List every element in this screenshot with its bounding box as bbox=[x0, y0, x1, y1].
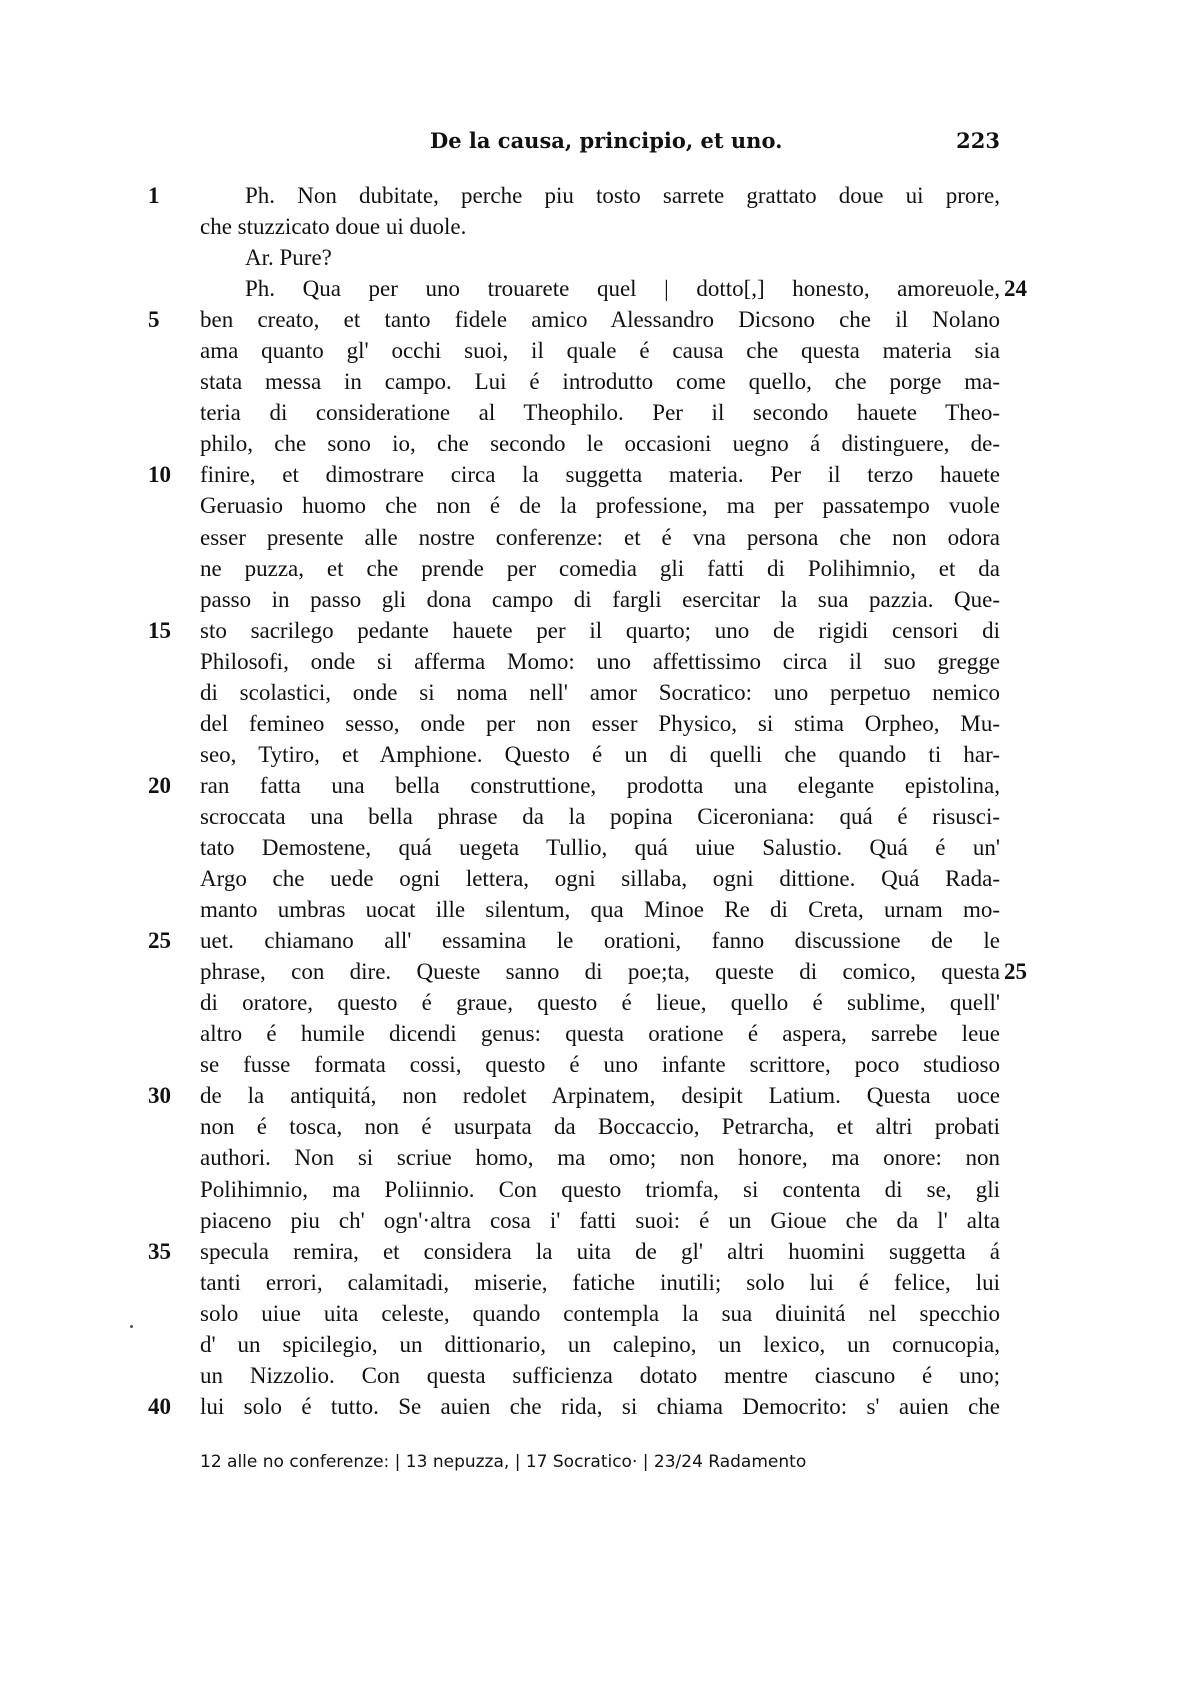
text-line bbox=[0, 366, 1189, 397]
line-text: di scolastici, onde si noma nell' amor Socratico: uno perpetuo nemico bbox=[200, 679, 1000, 705]
line-text: solo uiue uita celeste, quando contempla la sua diuinitá nel specchio bbox=[200, 1300, 1000, 1326]
line-text: di oratore, questo é graue, questo é lieue, quello é sublime, quell' bbox=[200, 990, 1000, 1016]
line-text: ne puzza, et che prende per comedia gli fatti di Polihimnio, et da bbox=[200, 555, 1000, 581]
line-text: d' un spicilegio, un dittionario, un calepino, un lexico, un cornucopia, bbox=[200, 1331, 1000, 1357]
text-line bbox=[0, 1205, 1189, 1236]
text-line bbox=[0, 304, 1189, 335]
text-line bbox=[0, 459, 1189, 490]
line-text: passo in passo gli dona campo di fargli esercitar la sua pazzia. Que- bbox=[200, 586, 1000, 612]
text-line bbox=[0, 832, 1189, 863]
line-number: 25 bbox=[148, 928, 171, 954]
text-line bbox=[0, 180, 1189, 211]
text-line bbox=[0, 211, 1189, 242]
line-text: tato Demostene, quá uegeta Tullio, quá uiue Salustio. Quá é un' bbox=[200, 834, 1000, 860]
critical-apparatus: 12 alle no conferenze: | 13 nepuzza, | 17 Socratico· | 23/24 Radamento bbox=[200, 1452, 807, 1472]
line-text: ama quanto gl' occhi suoi, il quale é causa che questa materia sia bbox=[200, 338, 1000, 364]
line-text: un Nizzolio. Con questa sufficienza dotato mentre ciascuno é uno; bbox=[200, 1362, 1000, 1388]
line-text: Ar. Pure? bbox=[245, 245, 332, 271]
line-text: scroccata una bella phrase da la popina Ciceroniana: quá é risusci- bbox=[200, 803, 1000, 829]
text-line bbox=[0, 1298, 1189, 1329]
text-line bbox=[0, 956, 1189, 987]
text-line bbox=[0, 615, 1189, 646]
line-text: altro é humile dicendi genus: questa oratione é aspera, sarrebe leue bbox=[200, 1021, 1000, 1047]
text-line bbox=[0, 1018, 1189, 1049]
running-title: De la causa, principio, et uno. bbox=[430, 128, 783, 153]
line-text: piaceno piu ch' ogn'·altra cosa i' fatti suoi: é un Gioue che da l' alta bbox=[200, 1207, 1000, 1233]
line-text: manto umbras uocat ille silentum, qua Minoe Re di Creta, urnam mo- bbox=[200, 897, 1000, 923]
text-line bbox=[0, 646, 1189, 677]
running-head bbox=[200, 128, 1000, 158]
line-text: del femineo sesso, onde per non esser Physico, si stima Orpheo, Mu- bbox=[200, 710, 1000, 736]
text-line bbox=[0, 553, 1189, 584]
text-line bbox=[0, 335, 1189, 366]
line-text: Argo che uede ogni lettera, ogni sillaba, ogni dittione. Quá Rada- bbox=[200, 866, 1000, 892]
line-text: stata messa in campo. Lui é introdutto come quello, che porge ma- bbox=[200, 369, 1000, 395]
text-line bbox=[0, 894, 1189, 925]
line-text: tanti errori, calamitadi, miserie, fatiche inutili; solo lui é felice, lui bbox=[200, 1269, 1000, 1295]
text-line bbox=[0, 1080, 1189, 1111]
line-text: authori. Non si scriue homo, ma omo; non honore, ma onore: non bbox=[200, 1145, 1000, 1171]
line-number: 15 bbox=[148, 617, 171, 643]
line-text: seo, Tytiro, et Amphione. Questo é un di quelli che quando ti har- bbox=[200, 741, 1000, 767]
line-number: 20 bbox=[148, 772, 171, 798]
line-text: Ph. Non dubitate, perche piu tosto sarrete grattato doue ui prore, bbox=[245, 183, 1000, 208]
line-text: philo, che sono io, che secondo le occasioni uegno á distinguere, de- bbox=[200, 431, 1000, 457]
main-text bbox=[0, 180, 1189, 1422]
line-text: Geruasio huomo che non é de la professione, ma per passatempo vuole bbox=[200, 493, 1000, 519]
line-text: esser presente alle nostre conferenze: et é vna persona che non odora bbox=[200, 524, 1000, 550]
text-line bbox=[0, 1391, 1189, 1422]
line-text: lui solo é tutto. Se auien che rida, si chiama Democrito: s' auien che bbox=[200, 1393, 1000, 1419]
line-text: specula remira, et considera la uita de gl' altri huomini suggetta á bbox=[200, 1238, 1000, 1264]
text-line bbox=[0, 1236, 1189, 1267]
line-text: ran fatta una bella construttione, prodotta una elegante epistolina, bbox=[200, 772, 1000, 798]
text-line bbox=[0, 677, 1189, 708]
text-line bbox=[0, 1174, 1189, 1205]
line-text: teria di consideratione al Theophilo. Per il secondo hauete Theo- bbox=[200, 400, 1000, 426]
line-number: 5 bbox=[148, 307, 160, 333]
text-line bbox=[0, 708, 1189, 739]
line-number: 40 bbox=[148, 1393, 171, 1419]
text-line bbox=[0, 584, 1189, 615]
line-text: non é tosca, non é usurpata da Boccaccio, Petrarcha, et altri probati bbox=[200, 1114, 1000, 1140]
text-line bbox=[0, 1360, 1189, 1391]
line-text: phrase, con dire. Queste sanno di poe;ta, queste di comico, questa bbox=[200, 959, 1000, 985]
line-text: che stuzzicato doue ui duole. bbox=[200, 214, 467, 240]
text-line bbox=[0, 1142, 1189, 1173]
line-number: 35 bbox=[148, 1238, 171, 1264]
text-line bbox=[0, 770, 1189, 801]
line-text: sto sacrilego pedante hauete per il quarto; uno de rigidi censori di bbox=[200, 617, 1000, 643]
text-line bbox=[0, 801, 1189, 832]
line-text: uet. chiamano all' essamina le orationi, fanno discussione de le bbox=[200, 928, 1000, 954]
line-text: se fusse formata cossi, questo é uno infante scrittore, poco studioso bbox=[200, 1052, 1000, 1078]
stray-ink-mark bbox=[130, 1325, 133, 1328]
text-line bbox=[0, 1329, 1189, 1360]
text-line bbox=[0, 273, 1189, 304]
text-line bbox=[0, 739, 1189, 770]
text-line bbox=[0, 987, 1189, 1018]
line-text: ben creato, et tanto fidele amico Alessandro Dicsono che il Nolano bbox=[200, 307, 1000, 333]
text-line bbox=[0, 1267, 1189, 1298]
line-text: Ph. Qua per uno trouarete quel | dotto[,] honesto, amoreuole, bbox=[245, 276, 1000, 302]
page-number: 223 bbox=[956, 128, 1000, 153]
text-line bbox=[0, 428, 1189, 459]
line-number: 10 bbox=[148, 462, 171, 488]
line-text: Philosofi, onde si afferma Momo: uno affettissimo circa il suo gregge bbox=[200, 648, 1000, 674]
text-line bbox=[0, 1111, 1189, 1142]
margin-reference: 25 bbox=[1004, 959, 1027, 985]
text-line bbox=[0, 522, 1189, 553]
text-line bbox=[0, 863, 1189, 894]
text-line bbox=[0, 397, 1189, 428]
line-number: 30 bbox=[148, 1083, 171, 1109]
text-line bbox=[0, 490, 1189, 521]
text-line bbox=[0, 242, 1189, 273]
text-line bbox=[0, 925, 1189, 956]
line-text: de la antiquitá, non redolet Arpinatem, desipit Latium. Questa uoce bbox=[200, 1083, 1000, 1109]
margin-reference: 24 bbox=[1004, 276, 1027, 302]
text-line bbox=[0, 1049, 1189, 1080]
line-text: Polihimnio, ma Poliinnio. Con questo triomfa, si contenta di se, gli bbox=[200, 1176, 1000, 1202]
line-text: finire, et dimostrare circa la suggetta materia. Per il terzo hauete bbox=[200, 462, 1000, 488]
line-number: 1 bbox=[148, 183, 160, 208]
